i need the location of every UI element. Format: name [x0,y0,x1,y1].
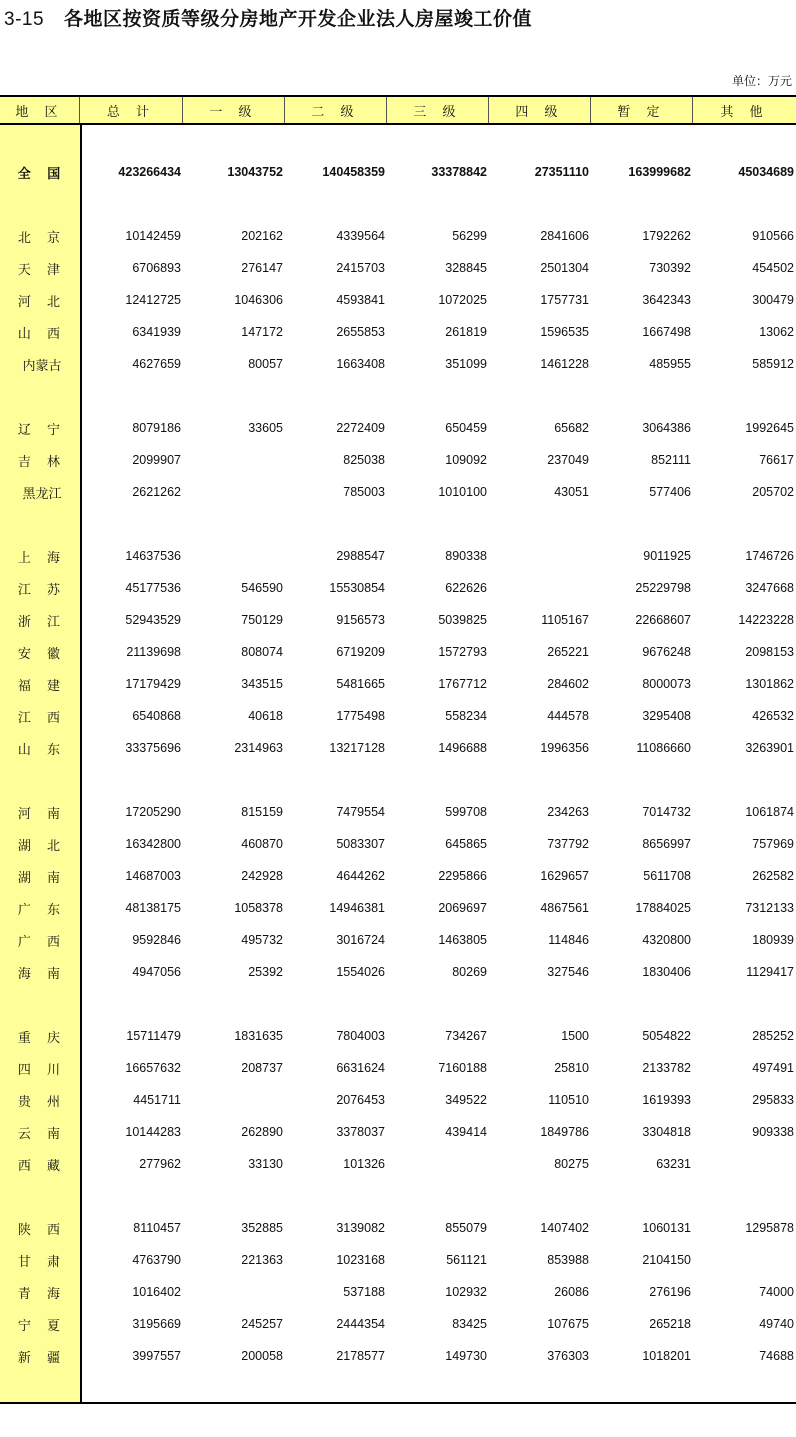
value-cell: 1830406 [642,965,691,979]
value-cell: 352885 [241,1221,283,1235]
value-cell: 10142459 [125,229,181,243]
value-cell: 14687003 [125,869,181,883]
value-cell: 4763790 [132,1253,181,1267]
region-cell: 宁 夏 [17,1318,67,1334]
value-cell: 349522 [445,1093,487,1107]
value-cell: 1792262 [642,229,691,243]
value-cell: 43051 [554,485,589,499]
table-row [0,1120,796,1144]
value-cell: 2621262 [132,485,181,499]
value-cell: 9011925 [643,549,691,563]
region-cell: 河 南 [17,806,67,822]
value-cell: 8000073 [642,677,691,691]
value-cell: 5054822 [642,1029,691,1043]
region-cell: 天 津 [17,262,67,278]
value-cell: 650459 [445,421,487,435]
value-cell: 14946381 [329,901,385,915]
value-cell: 8079186 [132,421,181,435]
value-cell: 737792 [547,837,589,851]
column-header: 二 级 [285,97,387,123]
table-row [0,896,796,920]
table-row [0,864,796,888]
value-cell: 265221 [547,645,589,659]
value-cell: 180939 [752,933,794,947]
value-cell: 285252 [752,1029,794,1043]
table-row [0,640,796,664]
table-row [0,576,796,600]
value-cell: 8656997 [642,837,691,851]
value-cell: 140458359 [322,165,385,179]
region-cell: 全 国 [17,166,67,182]
value-cell: 1105167 [541,613,589,627]
value-cell: 265218 [649,1317,691,1331]
value-cell: 1060131 [642,1221,691,1235]
value-cell: 1461228 [540,357,589,371]
value-cell: 2988547 [336,549,385,563]
value-cell: 221363 [241,1253,283,1267]
value-cell: 17205290 [125,805,181,819]
region-cell: 青 海 [17,1286,67,1302]
value-cell: 1849786 [540,1125,589,1139]
value-cell: 13217128 [329,741,385,755]
value-cell: 6706893 [132,261,181,275]
region-cell: 贵 州 [17,1094,67,1110]
region-cell: 广 东 [17,902,67,918]
value-cell: 2295866 [438,869,487,883]
value-cell: 7312133 [745,901,794,915]
table-row [0,1024,796,1048]
table-row [0,1280,796,1304]
value-cell: 1010100 [438,485,487,499]
value-cell: 460870 [241,837,283,851]
value-cell: 65682 [554,421,589,435]
region-cell: 山 东 [17,742,67,758]
data-table [0,95,796,1404]
value-cell: 74688 [759,1349,794,1363]
value-cell: 537188 [343,1285,385,1299]
value-cell: 49740 [759,1317,794,1331]
value-cell: 577406 [649,485,691,499]
value-cell: 10144283 [125,1125,181,1139]
value-cell: 1572793 [438,645,487,659]
region-cell: 北 京 [17,230,67,246]
value-cell: 1018201 [642,1349,691,1363]
value-cell: 48138175 [125,901,181,915]
value-cell: 40618 [248,709,283,723]
value-cell: 114846 [548,933,589,947]
value-cell: 284602 [547,677,589,691]
value-cell: 376303 [547,1349,589,1363]
value-cell: 14223228 [738,613,794,627]
value-cell: 2655853 [336,325,385,339]
table-row [0,1344,796,1368]
value-cell: 202162 [241,229,283,243]
table-row [0,1152,796,1176]
value-cell: 7804003 [336,1029,385,1043]
value-cell: 56299 [452,229,487,243]
value-cell: 208737 [241,1061,283,1075]
region-cell: 辽 宁 [17,422,67,438]
value-cell: 1775498 [336,709,385,723]
value-cell: 5611708 [643,869,691,883]
value-cell: 102932 [445,1285,487,1299]
table-bottom-rule [0,1402,796,1404]
value-cell: 1301862 [745,677,794,691]
value-cell: 3263901 [745,741,794,755]
region-cell: 吉 林 [17,454,67,470]
value-cell: 3295408 [642,709,691,723]
value-cell: 76617 [759,453,794,467]
table-row [0,1056,796,1080]
value-cell: 6341939 [132,325,181,339]
table-row [0,928,796,952]
value-cell: 109092 [445,453,487,467]
region-cell: 内蒙古 [22,358,62,374]
value-cell: 52943529 [125,613,181,627]
value-cell: 295833 [752,1093,794,1107]
column-header: 其 他 [720,104,769,120]
value-cell: 9592846 [132,933,181,947]
value-cell: 200058 [241,1349,283,1363]
value-cell: 4593841 [336,293,385,307]
value-cell: 2314963 [234,741,283,755]
value-cell: 1757731 [540,293,589,307]
total-row [0,160,796,184]
value-cell: 1500 [561,1029,589,1043]
value-cell: 13062 [759,325,794,339]
value-cell: 262890 [241,1125,283,1139]
value-cell: 3247668 [745,581,794,595]
value-cell: 9676248 [642,645,691,659]
region-cell: 山 西 [17,326,67,342]
region-cell: 江 西 [17,710,67,726]
value-cell: 63231 [656,1157,691,1171]
column-header: 三 级 [387,97,489,123]
value-cell: 25229798 [635,581,691,595]
value-cell: 2076453 [336,1093,385,1107]
value-cell: 1992645 [745,421,794,435]
value-cell: 74000 [759,1285,794,1299]
table-row [0,736,796,760]
value-cell: 4339564 [336,229,385,243]
value-cell: 825038 [343,453,385,467]
column-header: 四 级 [489,97,591,123]
region-cell: 四 川 [17,1062,67,1078]
value-cell: 83425 [452,1317,487,1331]
value-cell: 1629657 [540,869,589,883]
value-cell: 561121 [446,1253,487,1267]
value-cell: 45034689 [738,165,794,179]
value-cell: 454502 [752,261,794,275]
table-row [0,320,796,344]
value-cell: 7479554 [336,805,385,819]
table-row [0,608,796,632]
value-cell: 3642343 [642,293,691,307]
table-row [0,800,796,824]
value-cell: 439414 [445,1125,487,1139]
value-cell: 3016724 [336,933,385,947]
value-cell: 276147 [241,261,283,275]
value-cell: 2099907 [132,453,181,467]
value-cell: 730392 [649,261,691,275]
value-cell: 3378037 [336,1125,385,1139]
value-cell: 423266434 [118,165,181,179]
value-cell: 25810 [554,1061,589,1075]
value-cell: 7014732 [642,805,691,819]
region-cell: 陕 西 [17,1222,67,1238]
region-cell: 海 南 [17,966,67,982]
value-cell: 163999682 [628,165,691,179]
value-cell: 8110457 [133,1221,181,1235]
value-cell: 237049 [547,453,589,467]
table-row [0,1248,796,1272]
value-cell: 5039825 [438,613,487,627]
value-cell: 622626 [445,581,487,595]
value-cell: 750129 [241,613,283,627]
value-cell: 4867561 [540,901,589,915]
value-cell: 495732 [241,933,283,947]
value-cell: 3997557 [132,1349,181,1363]
value-cell: 14637536 [125,549,181,563]
page-title [4,4,532,34]
table-row [0,480,796,504]
region-cell: 福 建 [17,678,67,694]
value-cell: 2104150 [642,1253,691,1267]
region-cell: 浙 江 [17,614,67,630]
column-header: 暂 定 [591,97,693,123]
table-row [0,448,796,472]
region-cell: 河 北 [17,294,67,310]
column-header: 总 计 [80,97,183,123]
table-row [0,1088,796,1112]
value-cell: 1596535 [540,325,589,339]
value-cell: 12412725 [125,293,181,307]
region-cell: 云 南 [17,1126,67,1142]
value-cell: 444578 [547,709,589,723]
value-cell: 585912 [752,357,794,371]
value-cell: 599708 [445,805,487,819]
value-cell: 853988 [547,1253,589,1267]
region-cell: 湖 南 [17,870,67,886]
region-column-background [0,123,82,1404]
value-cell: 2133782 [642,1061,691,1075]
value-cell: 242928 [241,869,283,883]
region-cell: 西 藏 [17,1158,67,1174]
value-cell: 9156573 [336,613,385,627]
value-cell: 808074 [241,645,283,659]
value-cell: 107675 [547,1317,589,1331]
value-cell: 1023168 [336,1253,385,1267]
value-cell: 1295878 [745,1221,794,1235]
value-cell: 910566 [752,229,794,243]
value-cell: 546590 [241,581,283,595]
value-cell: 1554026 [336,965,385,979]
value-cell: 245257 [241,1317,283,1331]
region-cell: 重 庆 [17,1030,67,1046]
table-title: 各地区按资质等级分房地产开发企业法人房屋竣工价值 [64,8,533,30]
value-cell: 1016402 [132,1285,181,1299]
value-cell: 2098153 [745,645,794,659]
table-row [0,960,796,984]
value-cell: 815159 [241,805,283,819]
value-cell: 1046306 [234,293,283,307]
region-cell: 广 西 [17,934,67,950]
region-cell: 上 海 [17,550,67,566]
value-cell: 26086 [554,1285,589,1299]
value-cell: 33605 [248,421,283,435]
unit-label: 单位：万元 [731,74,792,88]
value-cell: 1831635 [234,1029,283,1043]
value-cell: 1619393 [642,1093,691,1107]
value-cell: 1746726 [745,549,794,563]
value-cell: 110510 [548,1093,589,1107]
table-row [0,224,796,248]
value-cell: 497491 [752,1061,794,1075]
value-cell: 558234 [445,709,487,723]
table-row [0,288,796,312]
region-cell: 黑龙江 [22,486,62,502]
value-cell: 3195669 [132,1317,181,1331]
value-cell: 261819 [445,325,487,339]
value-cell: 6540868 [132,709,181,723]
value-cell: 27351110 [534,165,589,179]
value-cell: 1667498 [642,325,691,339]
value-cell: 101326 [343,1157,385,1171]
value-cell: 2272409 [336,421,385,435]
region-cell: 安 徽 [17,646,67,662]
value-cell: 80269 [452,965,487,979]
value-cell: 7160188 [438,1061,487,1075]
table-number: 3-15 [4,9,45,30]
table-header [0,95,796,125]
value-cell: 80057 [248,357,283,371]
value-cell: 785003 [343,485,385,499]
value-cell: 15711479 [126,1029,181,1043]
value-cell: 1061874 [745,805,794,819]
table-row [0,256,796,280]
value-cell: 147172 [241,325,283,339]
value-cell: 1129417 [746,965,794,979]
value-cell: 25392 [248,965,283,979]
value-cell: 33375696 [125,741,181,755]
value-cell: 1058378 [234,901,283,915]
value-cell: 22668607 [635,613,691,627]
value-cell: 205702 [752,485,794,499]
value-cell: 343515 [241,677,283,691]
value-cell: 1463805 [438,933,487,947]
value-cell: 4320800 [642,933,691,947]
value-cell: 234263 [547,805,589,819]
value-cell: 426532 [752,709,794,723]
value-cell: 16342800 [125,837,181,851]
value-cell: 4644262 [336,869,385,883]
column-header: 地 区 [0,97,80,123]
value-cell: 852111 [651,453,691,467]
value-cell: 17884025 [635,901,691,915]
value-cell: 734267 [445,1029,487,1043]
value-cell: 2069697 [438,901,487,915]
value-cell: 277962 [139,1157,181,1171]
value-cell: 4947056 [132,965,181,979]
value-cell: 13043752 [227,165,283,179]
value-cell: 11086660 [636,741,691,755]
value-cell: 757969 [752,837,794,851]
table-row [0,544,796,568]
value-cell: 1407402 [540,1221,589,1235]
value-cell: 15530854 [329,581,385,595]
value-cell: 351099 [445,357,487,371]
table-row [0,352,796,376]
value-cell: 328845 [445,261,487,275]
value-cell: 2415703 [336,261,385,275]
column-header: 一 级 [183,97,285,123]
value-cell: 6719209 [336,645,385,659]
value-cell: 1767712 [438,677,487,691]
region-cell: 甘 肃 [17,1254,67,1270]
value-cell: 3139082 [336,1221,385,1235]
value-cell: 1663408 [336,357,385,371]
value-cell: 300479 [752,293,794,307]
value-cell: 485955 [649,357,691,371]
value-cell: 4451711 [133,1093,181,1107]
value-cell: 16657632 [125,1061,181,1075]
table-row [0,1312,796,1336]
value-cell: 33130 [248,1157,283,1171]
table-row [0,832,796,856]
value-cell: 80275 [554,1157,589,1171]
value-cell: 33378842 [431,165,487,179]
table-row [0,704,796,728]
value-cell: 2444354 [336,1317,385,1331]
value-cell: 17179429 [125,677,181,691]
value-cell: 2501304 [540,261,589,275]
value-cell: 909338 [752,1125,794,1139]
value-cell: 45177536 [125,581,181,595]
value-cell: 5481665 [336,677,385,691]
value-cell: 276196 [649,1285,691,1299]
value-cell: 4627659 [132,357,181,371]
value-cell: 327546 [547,965,589,979]
table-row [0,416,796,440]
table-row [0,1216,796,1240]
table-row [0,672,796,696]
value-cell: 21139698 [126,645,181,659]
region-cell: 新 疆 [17,1350,67,1366]
value-cell: 3304818 [642,1125,691,1139]
value-cell: 890338 [445,549,487,563]
value-cell: 2841606 [540,229,589,243]
value-cell: 6631624 [336,1061,385,1075]
value-cell: 1072025 [438,293,487,307]
value-cell: 5083307 [336,837,385,851]
value-cell: 645865 [445,837,487,851]
value-cell: 3064386 [642,421,691,435]
value-cell: 149730 [445,1349,487,1363]
value-cell: 1996356 [540,741,589,755]
region-cell: 江 苏 [17,582,67,598]
value-cell: 855079 [445,1221,487,1235]
value-cell: 2178577 [336,1349,385,1363]
region-cell: 湖 北 [17,838,67,854]
value-cell: 1496688 [438,741,487,755]
value-cell: 262582 [752,869,794,883]
